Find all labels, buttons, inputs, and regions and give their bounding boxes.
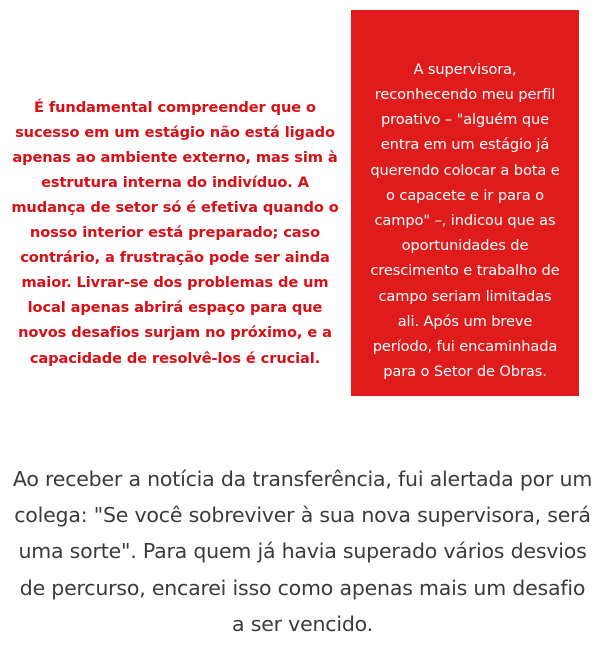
bottom-paragraph-text: Ao receber a notícia da transferência, fui alertada por um colega: "Se você sobreviver à sua nova supervisora, será uma sorte". Para quem já havia superado vários desvios de percurso, encarei isso como apenas mais um desafio a ser vencido. bbox=[12, 466, 593, 637]
left-paragraph-block bbox=[10, 80, 340, 385]
bottom-paragraph-block bbox=[12, 440, 593, 663]
highlight-card bbox=[351, 10, 579, 396]
left-paragraph-text: É fundamental compreender que o sucesso em um estágio não está ligado apenas ao ambiente externo, mas sim à estrutura interna do indivíduo. A mudança de setor só é efetiva quando o nosso interior está preparado; caso contrário, a frustração pode ser ainda maior. Livrar-se dos problemas de um local apenas abrirá espaço para que novos desafios surjam no próximo, e a capacidade de resolvê-los é crucial. bbox=[11, 98, 339, 367]
highlight-card-text: A supervisora, reconhecendo meu perfil proativo – "alguém que entra em um estágio já querendo colocar a bota e o capacete e ir para o campo" –, indicou que as oportunidades de crescimento e trabalho de campo seriam limitadas ali. Após um breve período, fui encaminhada para o Setor de Obras. bbox=[370, 60, 560, 381]
